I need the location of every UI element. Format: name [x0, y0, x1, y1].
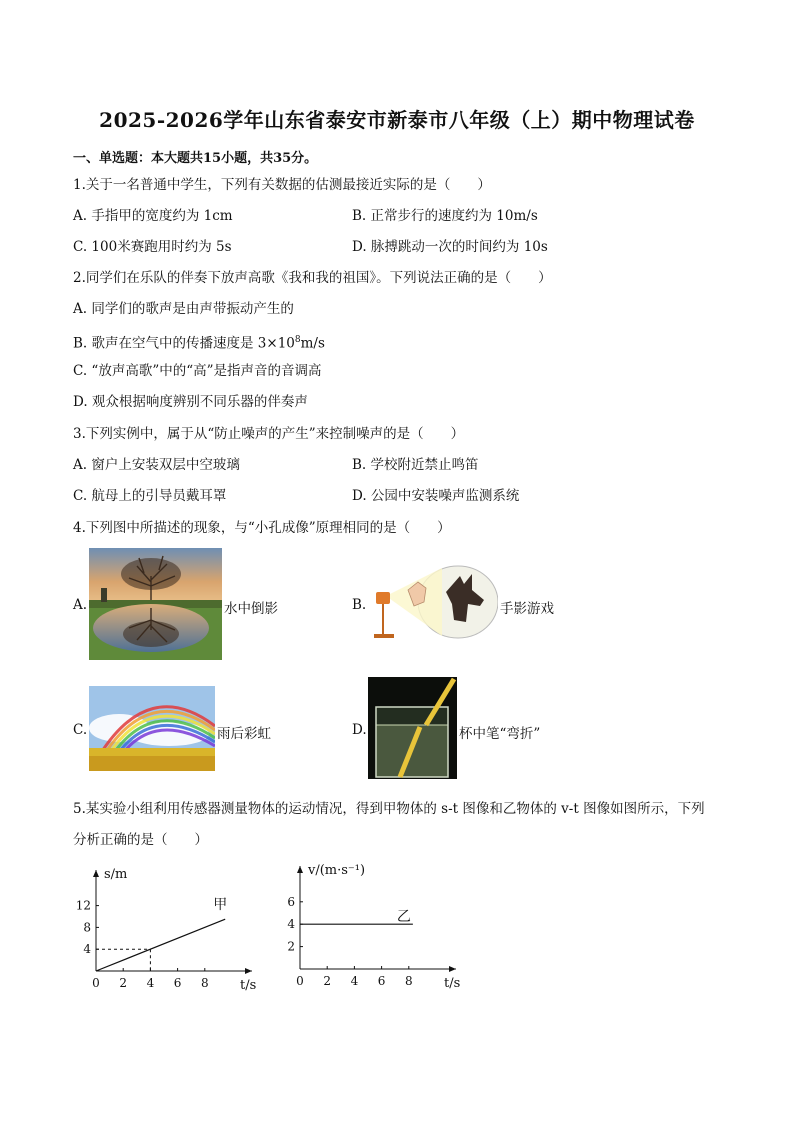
q4-option-b-label[interactable]: B.: [352, 597, 367, 613]
q2-option-a[interactable]: A. 同学们的歌声是由声带振动产生的: [73, 301, 294, 317]
x-tick-label: 0: [92, 976, 100, 990]
y-axis-arrow: [297, 866, 303, 873]
x-axis-label: t/s: [444, 976, 461, 991]
y-axis-label: v/(m·s⁻¹): [308, 863, 366, 878]
question-3-stem: 3.下列实例中，属于从“防止噪声的产生”来控制噪声的是（ ）: [73, 426, 465, 442]
q1-option-a[interactable]: A. 手指甲的宽度约为 1cm: [73, 208, 233, 224]
q4-option-d-label[interactable]: D.: [352, 722, 367, 738]
q3-option-a[interactable]: A. 窗户上安装双层中空玻璃: [73, 457, 240, 473]
y-tick-label: 6: [287, 894, 295, 909]
question-5-stem-line1: 5.某实验小组利用传感器测量物体的运动情况，得到甲物体的 s-t 图像和乙物体的 v-t 图像如图所示，下列: [73, 801, 705, 817]
q3-option-c[interactable]: C. 航母上的引导员戴耳罩: [73, 488, 227, 504]
rainbow-image: [89, 686, 215, 771]
x-tick-label: 2: [323, 974, 332, 988]
section-heading: 一、单选题：本大题共15小题，共35分。: [73, 151, 318, 166]
x-tick-label: 4: [146, 976, 155, 990]
x-tick-label: 2: [119, 976, 128, 990]
hand-shadow-image: [368, 562, 498, 646]
question-4-stem: 4.下列图中所描述的现象，与“小孔成像”原理相同的是（ ）: [73, 520, 451, 536]
water-reflection-image: [89, 548, 222, 660]
y-tick-label: 8: [83, 920, 91, 935]
x-tick-label: 8: [200, 976, 209, 990]
series-name-label: 乙: [396, 909, 411, 926]
q2-option-b-text: B. 歌声在空气中的传播速度是 3×10: [73, 335, 295, 352]
v-t-graph: [280, 856, 480, 996]
y-tick-label: 4: [83, 942, 91, 957]
q2-option-b[interactable]: [73, 331, 325, 353]
pencil-in-cup-image: [368, 677, 457, 779]
x-tick-label: 4: [350, 974, 359, 988]
x-tick-label: 6: [377, 974, 386, 988]
q2-option-d[interactable]: D. 观众根据响度辨别不同乐器的伴奏声: [73, 394, 308, 410]
y-axis-arrow: [93, 870, 99, 877]
q4-option-a-caption: 水中倒影: [224, 601, 278, 617]
x-axis-arrow: [449, 966, 456, 972]
q4-option-d-caption: 杯中笔“弯折”: [459, 726, 541, 742]
x-tick-label: 0: [296, 974, 304, 988]
x-axis-label: t/s: [240, 978, 257, 993]
question-5-stem-line2: 分析正确的是（ ）: [73, 832, 208, 848]
q1-option-d[interactable]: D. 脉搏跳动一次的时间约为 10s: [352, 239, 548, 255]
q1-option-c[interactable]: C. 100米赛跑用时约为 5s: [73, 239, 232, 255]
question-2-stem: 2.同学们在乐队的伴奏下放声高歌《我和我的祖国》。下列说法正确的是（ ）: [73, 270, 552, 286]
q3-option-d[interactable]: D. 公园中安装噪声监测系统: [352, 488, 520, 504]
q2-option-c[interactable]: C. “放声高歌”中的“高”是指声音的音调高: [73, 363, 322, 379]
q2-option-b-exponent: 8: [294, 335, 301, 345]
q1-option-b[interactable]: B. 正常步行的速度约为 10m/s: [352, 208, 538, 224]
q4-option-b-caption: 手影游戏: [500, 601, 554, 617]
series-name-label: 甲: [213, 897, 228, 914]
x-tick-label: 8: [404, 974, 413, 988]
q4-option-a-label[interactable]: A.: [73, 597, 88, 613]
q4-option-c-label[interactable]: C.: [73, 722, 88, 738]
y-tick-label: 2: [287, 939, 295, 954]
q3-option-b[interactable]: B. 学校附近禁止鸣笛: [352, 457, 479, 473]
series-line: [96, 919, 225, 971]
question-1-stem: 1.关于一名普通中学生，下列有关数据的估测最接近实际的是（ ）: [73, 177, 491, 193]
s-t-graph: [72, 860, 272, 1000]
x-tick-label: 6: [173, 976, 182, 990]
x-axis-arrow: [245, 968, 252, 974]
page-title: 2025-2026学年山东省泰安市新泰市八年级（上）期中物理试卷: [99, 108, 695, 132]
y-tick-label: 12: [75, 898, 91, 913]
y-axis-label: s/m: [104, 867, 128, 882]
y-tick-label: 4: [287, 917, 295, 932]
q4-option-c-caption: 雨后彩虹: [217, 726, 271, 742]
q2-option-b-unit: m/s: [300, 335, 325, 352]
